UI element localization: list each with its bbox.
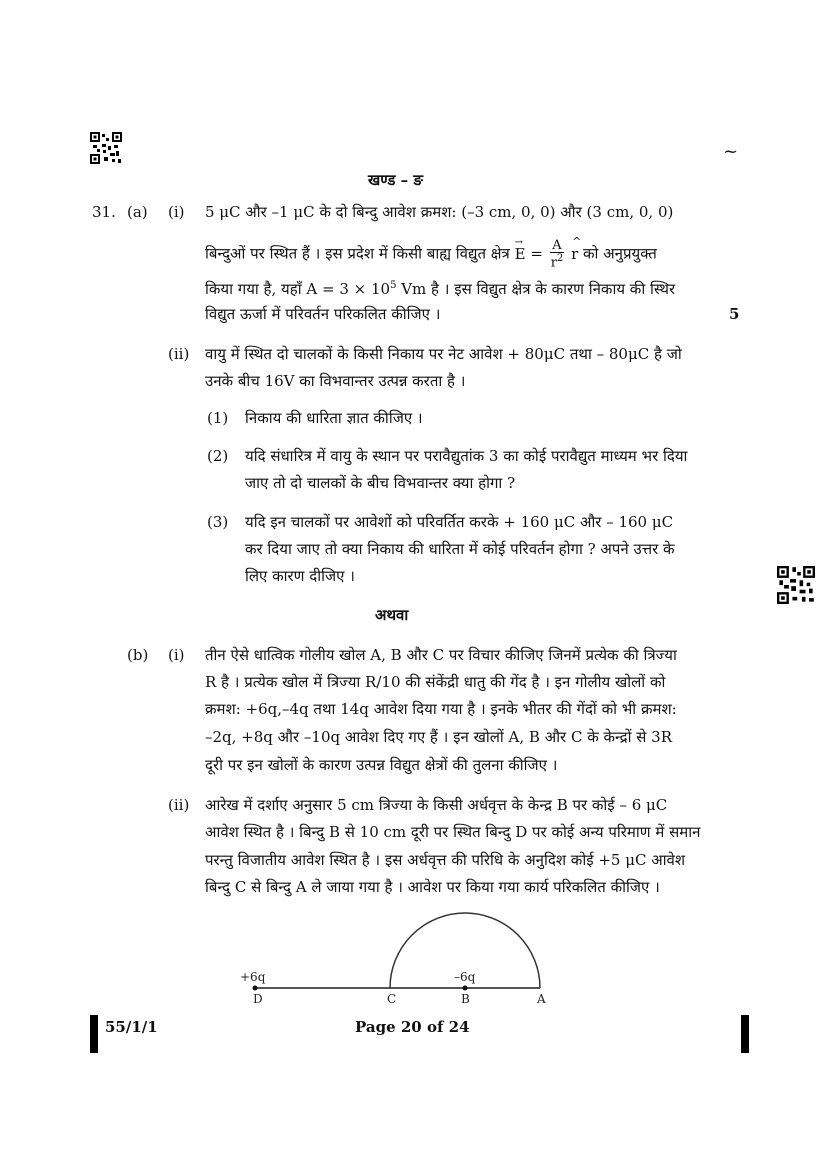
semicircle-diagram xyxy=(230,900,570,1010)
or-label: अथवा xyxy=(375,606,409,624)
den-r: r xyxy=(550,255,557,271)
part-a-i-label: (i) xyxy=(168,203,185,221)
charge-b-dot xyxy=(463,986,468,991)
point-b-label: B xyxy=(461,992,470,1006)
r-hat: ^ r xyxy=(571,244,578,264)
den-exponent: 2 xyxy=(556,253,564,264)
sub-item-3-label: (3) xyxy=(207,513,229,531)
page-number: Page 20 of 24 xyxy=(355,1018,470,1036)
point-d-label: D xyxy=(253,992,263,1006)
a-i-line-3-text: किया गया है, यहाँ A = 3 × 10 xyxy=(205,280,391,298)
b-i-line-3: क्रमश: +6q,–4q तथा 14q आवेश दिया गया है । इनके भीतर की गेंदों को भी क्रमश: xyxy=(205,700,677,718)
a-i-line-2-text: बिन्दुओं पर स्थित हैं । इस प्रदेश में किसी बाह्य विद्युत क्षेत्र xyxy=(205,244,510,263)
fraction-numerator: A xyxy=(550,240,565,253)
part-b-label: (b) xyxy=(127,646,149,664)
paper-code: 55/1/1 xyxy=(105,1018,158,1036)
b-i-line-5: दूरी पर इन खोलों के कारण उत्पन्न विद्युत क्षेत्रों की तुलना कीजिए । xyxy=(205,756,558,774)
footer-right-bar xyxy=(741,1015,749,1053)
sub-item-2-label: (2) xyxy=(207,447,229,465)
footer-left-bar xyxy=(90,1015,98,1053)
marks: 5 xyxy=(729,305,740,323)
sub-item-1-label: (1) xyxy=(207,409,229,427)
sub-item-2-line-2: जाए तो दो चालकों के बीच विभवान्तर क्या होगा ? xyxy=(245,474,516,492)
part-b-ii-label: (ii) xyxy=(168,796,190,814)
part-a-label: (a) xyxy=(127,203,148,221)
point-c-label: C xyxy=(387,992,397,1006)
part-a-ii-label: (ii) xyxy=(168,345,190,363)
sub-item-2-line-1: यदि संधारित्र में वायु के स्थान पर परावैद्युतांक 3 का कोई परावैद्युत माध्यम भर दिया xyxy=(245,447,688,465)
a-i-line-1: 5 μC और –1 μC के दो बिन्दु आवेश क्रमश: (–3 cm, 0, 0) और (3 cm, 0, 0) xyxy=(205,203,674,221)
equals-sign: = xyxy=(530,244,543,263)
charge-d-label: +6q xyxy=(240,970,266,984)
a-exponent: 5 xyxy=(390,280,397,291)
question-number: 31. xyxy=(92,203,116,221)
b-ii-line-1: आरेख में दर्शाए अनुसार 5 cm त्रिज्या के किसी अर्धवृत्त के केन्द्र B पर कोई – 6 μC xyxy=(205,796,668,814)
charge-d-dot xyxy=(253,986,258,991)
a-i-line-2-tail: को अनुप्रयुक्त xyxy=(583,244,657,263)
b-ii-line-4: बिन्दु C से बिन्दु A ले जाया गया है । आवेश पर किया गया कार्य परिकलित कीजिए । xyxy=(205,878,660,896)
sub-item-1-line-1: निकाय की धारिता ज्ञात कीजिए । xyxy=(245,409,423,427)
b-ii-line-2: आवेश स्थित है । बिन्दु B से 10 cm दूरी पर स्थित बिन्दु D पर कोई अन्य परिमाण में समान xyxy=(205,823,701,841)
point-a-label: A xyxy=(537,992,546,1006)
a-i-line-3 xyxy=(205,276,675,299)
qr-code-top-left xyxy=(90,132,122,164)
part-b-i-label: (i) xyxy=(168,646,185,664)
sub-item-3-line-1: यदि इन चालकों पर आवेशों को परिवर्तित करके + 160 μC और – 160 μC xyxy=(245,513,674,531)
field-fraction xyxy=(550,240,565,269)
sub-item-3-line-3: लिए कारण दीजिए । xyxy=(245,567,355,585)
b-i-line-2: R है । प्रत्येक खोल में त्रिज्या R/10 की संकेंद्री धातु की गेंद है । इन गोलीय खोलों को xyxy=(205,673,666,691)
e-vector: → E xyxy=(515,244,526,264)
fraction-denominator xyxy=(550,253,565,269)
section-title: खण्ड – ङ xyxy=(368,171,423,189)
a-i-line-2 xyxy=(205,240,657,269)
a-ii-line-1: वायु में स्थित दो चालकों के किसी निकाय पर नेट आवेश + 80μC तथा – 80μC है जो xyxy=(205,345,682,363)
a-i-line-4: विद्युत ऊर्जा में परिवर्तन परिकलित कीजिए । xyxy=(205,305,441,323)
charge-b-label: –6q xyxy=(454,970,476,984)
a-i-line-3-tail: Vm है । इस विद्युत क्षेत्र के कारण निकाय की स्थिर xyxy=(396,280,676,298)
sub-item-3-line-2: कर दिया जाए तो क्या निकाय की धारिता में कोई परिवर्तन होगा ? अपने उत्तर के xyxy=(245,540,675,558)
b-i-line-1: तीन ऐसे धात्विक गोलीय खोल A, B और C पर विचार कीजिए जिनमें प्रत्येक की त्रिज्या xyxy=(205,646,677,664)
b-i-line-4: –2q, +8q और –10q आवेश दिए गए हैं । इन खोलों A, B और C के केन्द्रों से 3R xyxy=(205,728,673,746)
b-ii-line-3: परन्तु विजातीय आवेश स्थित है । इस अर्धवृत्त की परिधि के अनुदिश कोई +5 μC आवेश xyxy=(205,851,686,869)
a-ii-line-2: उनके बीच 16V का विभवान्तर उत्पन्न करता है । xyxy=(205,372,466,390)
qr-code-right xyxy=(777,566,815,604)
tilde-mark: ~ xyxy=(723,141,739,162)
